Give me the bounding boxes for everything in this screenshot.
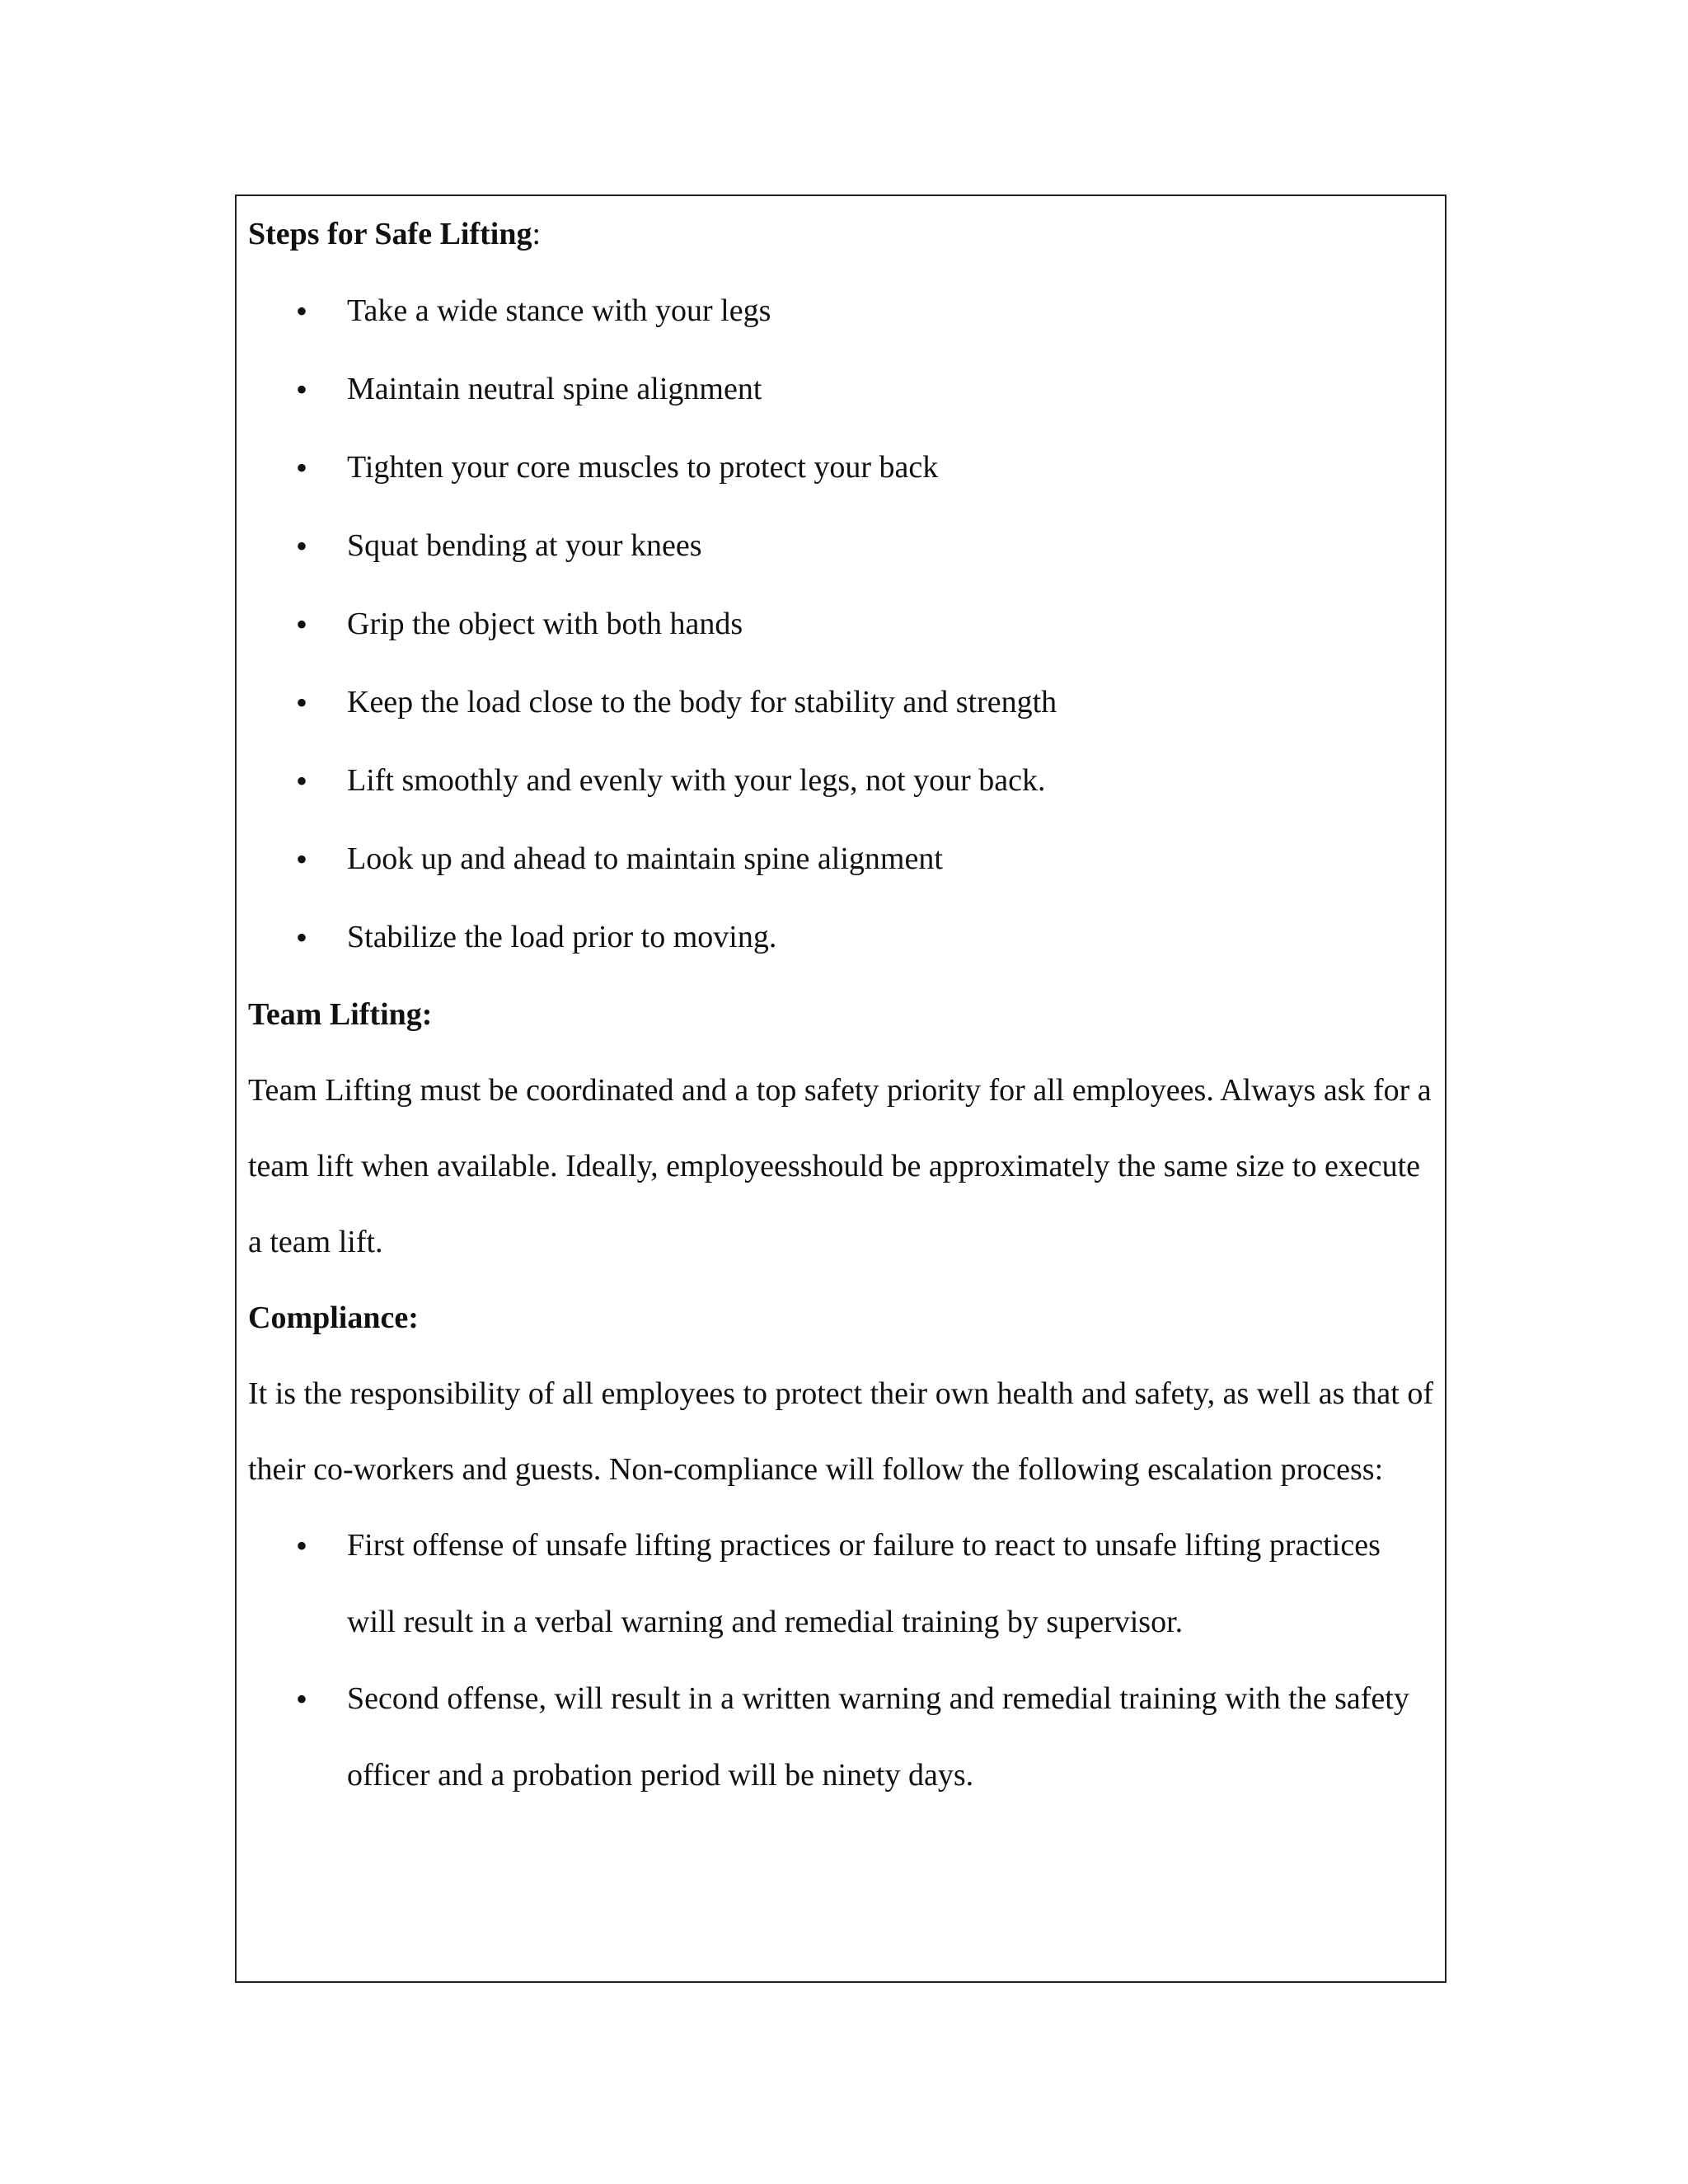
safe-lifting-heading [248, 196, 1433, 272]
list-item: • Tighten your core muscles to protect your back [248, 429, 1433, 507]
safe-lifting-heading-colon: : [532, 217, 542, 251]
list-item: • Squat bending at your knees [248, 507, 1433, 585]
list-item: • Grip the object with both hands [248, 585, 1433, 663]
list-item: • Keep the load close to the body for stability and strength [248, 663, 1433, 742]
list-item: • Stabilize the load prior to moving. [248, 898, 1433, 977]
safe-lifting-heading-text: Steps for Safe Lifting [248, 217, 532, 251]
compliance-paragraph: It is the responsibility of all employees to protect their own health and safety, as well as that of their co-workers and guests. Non-compliance will follow the following escalation process: [248, 1376, 1433, 1487]
safe-lifting-steps-list [248, 272, 1433, 977]
list-item: • Look up and ahead to maintain spine alignment [248, 820, 1433, 898]
list-item: • Lift smoothly and evenly with your legs, not your back. [248, 742, 1433, 820]
compliance-escalation-list [248, 1507, 1433, 1814]
list-item: • Second offense, will result in a written warning and remedial training with the safety officer and a probation period will be ninety days. [248, 1661, 1433, 1814]
team-lifting-paragraph: Team Lifting must be coordinated and a top safety priority for all employees. Always ask for a team lift when available. Ideally, employeesshould be approximately the same size to execute a team lift. [248, 1073, 1432, 1259]
team-lifting-heading: Team Lifting: [248, 997, 433, 1032]
list-item: • Take a wide stance with your legs [248, 272, 1433, 350]
list-item: • First offense of unsafe lifting practices or failure to react to unsafe lifting practices will result in a verbal warning and remedial training by supervisor. [248, 1507, 1433, 1661]
policy-content [248, 196, 1433, 1814]
compliance-heading: Compliance: [248, 1301, 419, 1335]
policy-box [235, 194, 1447, 1983]
list-item: • Maintain neutral spine alignment [248, 350, 1433, 429]
